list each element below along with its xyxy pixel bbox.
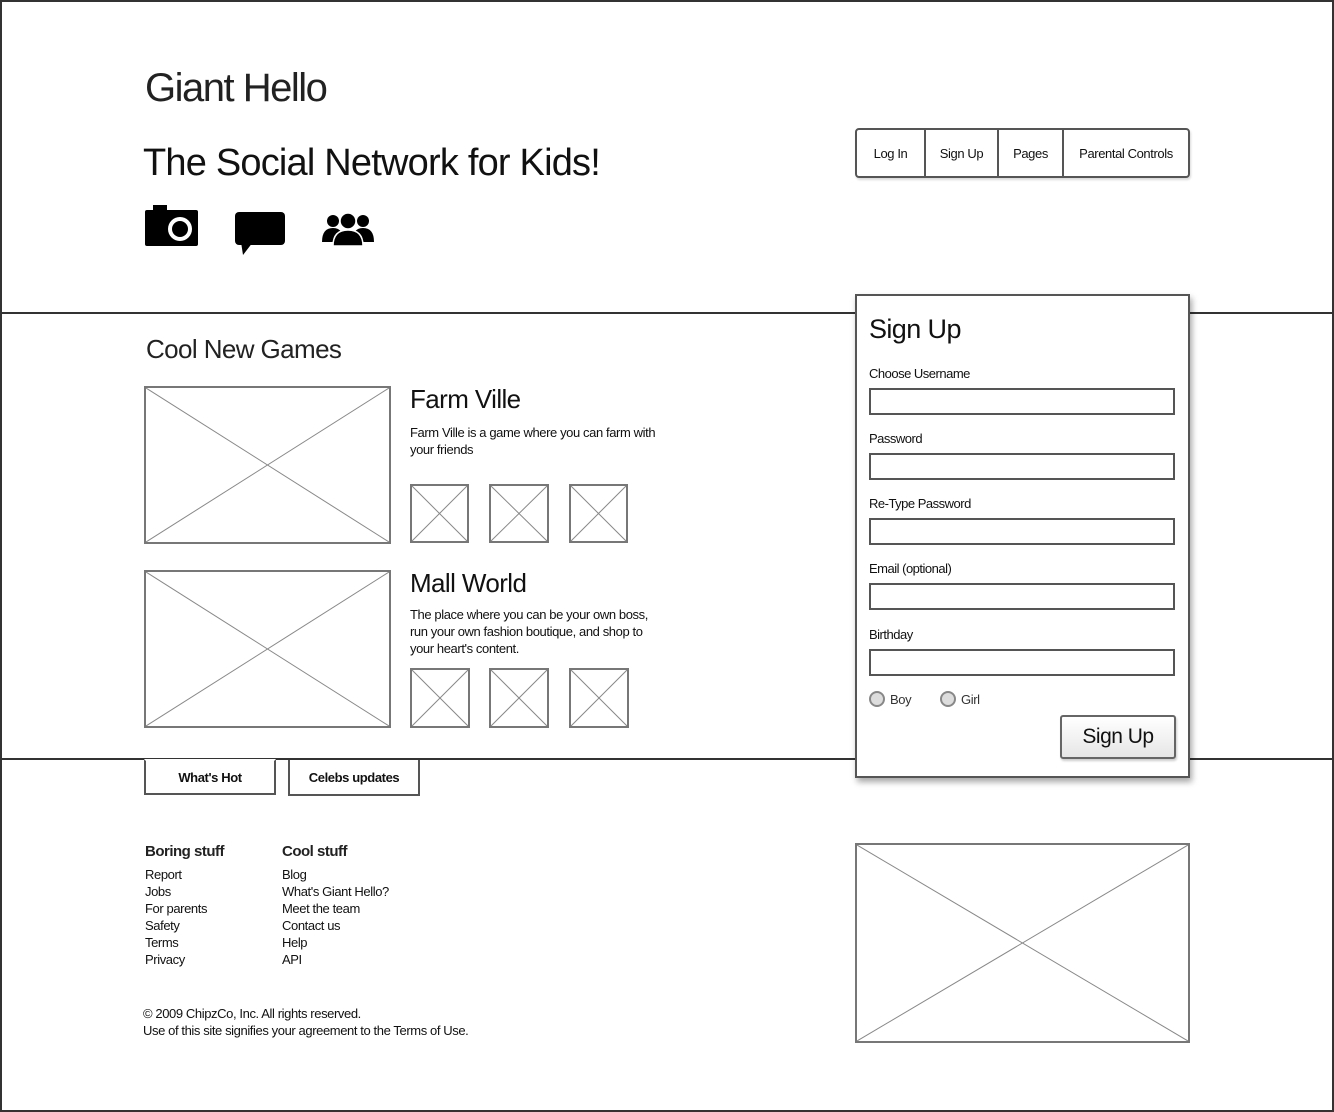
- footer-link-help[interactable]: Help: [282, 935, 308, 950]
- footer-link-api[interactable]: API: [282, 952, 302, 967]
- game-title[interactable]: Mall World: [410, 568, 527, 598]
- footer-link-meet-the-team[interactable]: Meet the team: [282, 901, 360, 916]
- screenshot-thumbnail[interactable]: [410, 668, 470, 728]
- username-input[interactable]: [869, 388, 1175, 415]
- footer-link-privacy[interactable]: Privacy: [145, 952, 185, 967]
- footer-column-boring: [145, 843, 224, 968]
- gender-boy-radio[interactable]: [869, 691, 911, 707]
- footer-link-terms[interactable]: Terms: [145, 935, 179, 950]
- tab-celebs-updates[interactable]: Celebs updates: [288, 760, 420, 796]
- footer-link-for-parents[interactable]: For parents: [145, 901, 208, 916]
- birthday-input[interactable]: [869, 649, 1175, 676]
- page-tagline: The Social Network for Kids!: [143, 142, 600, 184]
- password-input[interactable]: [869, 453, 1175, 480]
- top-nav: [855, 128, 1190, 178]
- game-image-placeholder[interactable]: [144, 570, 391, 728]
- speech-bubble-icon: [235, 212, 285, 256]
- signup-title: Sign Up: [869, 314, 961, 344]
- footer-heading: Cool stuff: [282, 843, 347, 860]
- footer-link-blog[interactable]: Blog: [282, 867, 307, 882]
- feature-icons: [145, 205, 385, 260]
- nav-login[interactable]: Log In: [857, 130, 926, 176]
- gender-girl-radio[interactable]: [940, 691, 980, 707]
- footer-column-cool: [282, 843, 389, 968]
- screenshot-thumbnail[interactable]: [569, 484, 628, 543]
- ad-placeholder[interactable]: [855, 843, 1190, 1043]
- copyright-line: © 2009 ChipzCo, Inc. All rights reserved.: [143, 1006, 361, 1021]
- game-description: The place where you can be your own boss, run your own fashion boutique, and shop to your heart's content.: [410, 607, 648, 656]
- email-input[interactable]: [869, 583, 1175, 610]
- email-label: Email (optional): [869, 561, 952, 576]
- radio-circle-icon: [940, 691, 956, 707]
- retype-password-input[interactable]: [869, 518, 1175, 545]
- games-section-title: Cool New Games: [146, 334, 342, 364]
- game-title[interactable]: Farm Ville: [410, 384, 521, 414]
- footer-link-safety[interactable]: Safety: [145, 918, 180, 933]
- username-label: Choose Username: [869, 366, 970, 381]
- retype-password-label: Re-Type Password: [869, 496, 971, 511]
- signup-panel: [855, 294, 1190, 778]
- people-icon: [322, 212, 374, 246]
- footer-link-jobs[interactable]: Jobs: [145, 884, 171, 899]
- signup-submit-button[interactable]: Sign Up: [1060, 715, 1176, 759]
- radio-circle-icon: [869, 691, 885, 707]
- footer-link-whats-giant-hello[interactable]: What's Giant Hello?: [282, 884, 389, 899]
- terms-notice-line: Use of this site signifies your agreement to the Terms of Use.: [143, 1023, 469, 1038]
- screenshot-thumbnail[interactable]: [489, 484, 549, 543]
- tab-whats-hot[interactable]: What's Hot: [144, 759, 276, 795]
- site-logo[interactable]: Giant Hello: [145, 66, 327, 110]
- footer-heading: Boring stuff: [145, 843, 224, 860]
- nav-signup[interactable]: Sign Up: [926, 130, 999, 176]
- gender-boy-label: Boy: [890, 691, 912, 707]
- game-image-placeholder[interactable]: [144, 386, 391, 544]
- nav-parental-controls[interactable]: Parental Controls: [1079, 145, 1173, 161]
- screenshot-thumbnail[interactable]: [569, 668, 629, 728]
- nav-pages[interactable]: Pages: [999, 130, 1064, 176]
- game-description: Farm Ville is a game where you can farm with your friends: [410, 425, 656, 457]
- gender-girl-label: Girl: [961, 691, 980, 707]
- footer-link-report[interactable]: Report: [145, 867, 182, 882]
- footer-link-contact-us[interactable]: Contact us: [282, 918, 341, 933]
- screenshot-thumbnail[interactable]: [410, 484, 469, 543]
- birthday-label: Birthday: [869, 627, 913, 642]
- password-label: Password: [869, 431, 923, 446]
- camera-icon: [145, 205, 198, 247]
- screenshot-thumbnail[interactable]: [489, 668, 549, 728]
- copyright-notice: [143, 1005, 468, 1039]
